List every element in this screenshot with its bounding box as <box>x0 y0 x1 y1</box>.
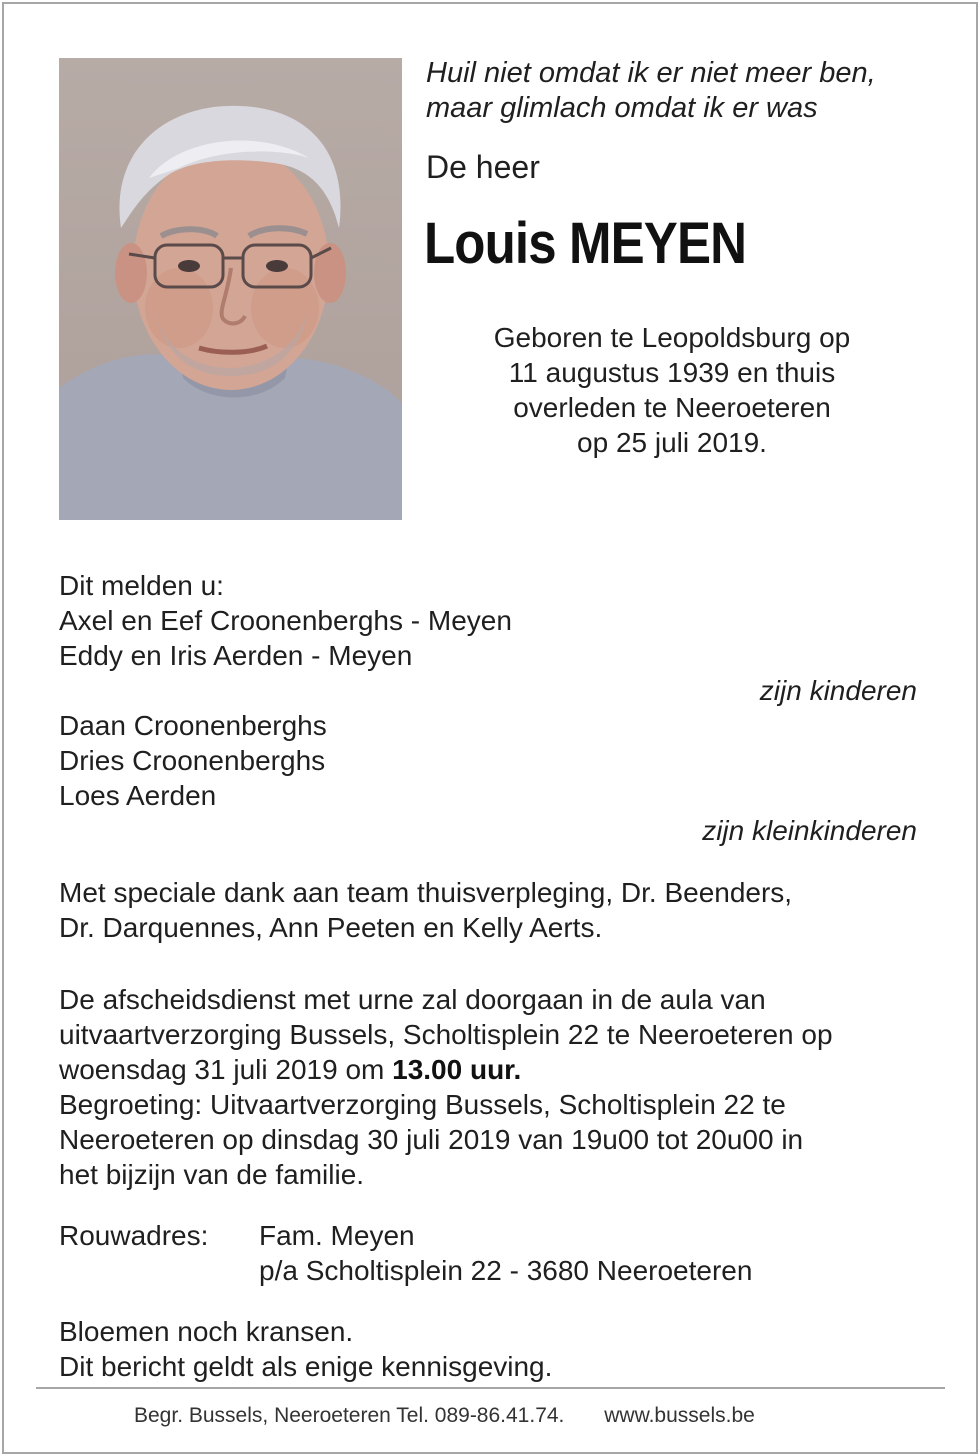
born-line-4: op 25 juli 2019. <box>577 427 767 458</box>
footer-divider <box>36 1387 945 1389</box>
quote-line-1: Huil niet omdat ik er niet meer ben, <box>426 57 876 89</box>
announcement-section <box>59 568 917 848</box>
memorial-quote <box>426 56 876 126</box>
thanks-line-2: Dr. Darquennes, Ann Peeten en Kelly Aerts. <box>59 912 603 943</box>
closing-line-1: Bloemen noch kransen. <box>59 1316 354 1347</box>
closing-section <box>59 1314 917 1384</box>
rouwadres-line-1: Fam. Meyen <box>259 1220 415 1251</box>
footer <box>134 1404 755 1428</box>
quote-line-2: maar glimlach omdat ik er was <box>426 92 818 124</box>
grandchildren-label: zijn kleinkinderen <box>702 815 917 846</box>
portrait-photo <box>59 58 402 520</box>
children-label: zijn kinderen <box>759 675 917 706</box>
service-line-1: De afscheidsdienst met urne zal doorgaan in de aula van <box>59 984 766 1015</box>
born-line-3: overleden te Neeroeteren <box>513 392 831 423</box>
announce-intro: Dit melden u: <box>59 570 224 601</box>
birth-death-details <box>426 320 918 460</box>
name-prefix: De heer <box>426 149 540 185</box>
thanks-section <box>59 875 917 945</box>
deceased-name: Louis MEYEN <box>424 211 747 276</box>
service-time: 13.00 uur. <box>392 1054 522 1085</box>
grandchild-name: Daan Croonenberghs <box>59 710 327 741</box>
born-line-1: Geboren te Leopoldsburg op <box>493 322 851 353</box>
service-line-3 <box>59 1052 917 1087</box>
closing-line-2: Dit bericht geldt als enige kennisgeving. <box>59 1351 553 1382</box>
grandchild-name: Loes Aerden <box>59 780 217 811</box>
thanks-line-1: Met speciale dank aan team thuisverpleging, Dr. Beenders, <box>59 877 793 908</box>
footer-website-link[interactable]: www.bussels.be <box>604 1404 755 1427</box>
service-line-6: het bijzijn van de familie. <box>59 1159 365 1190</box>
portrait-illustration <box>59 58 402 520</box>
born-line-2: 11 augustus 1939 en thuis <box>508 357 836 388</box>
rouwadres-label: Rouwadres: <box>59 1220 209 1251</box>
rouwadres-address <box>259 1218 752 1288</box>
service-section <box>59 982 917 1192</box>
footer-company: Begr. Bussels, Neeroeteren Tel. 089-86.41.74. <box>134 1404 565 1427</box>
child-name: Eddy en Iris Aerden - Meyen <box>59 640 413 671</box>
rouwadres-line-2: p/a Scholtisplein 22 - 3680 Neeroeteren <box>259 1255 753 1286</box>
child-name: Axel en Eef Croonenberghs - Meyen <box>59 605 512 636</box>
service-date: woensdag 31 juli 2019 om <box>59 1054 385 1085</box>
grandchild-name: Dries Croonenberghs <box>59 745 326 776</box>
service-line-5: Neeroeteren op dinsdag 30 juli 2019 van 19u00 tot 20u00 in <box>59 1124 804 1155</box>
service-line-2: uitvaartverzorging Bussels, Scholtisplein 22 te Neeroeteren op <box>59 1019 833 1050</box>
service-line-4: Begroeting: Uitvaartverzorging Bussels, Scholtisplein 22 te <box>59 1089 786 1120</box>
